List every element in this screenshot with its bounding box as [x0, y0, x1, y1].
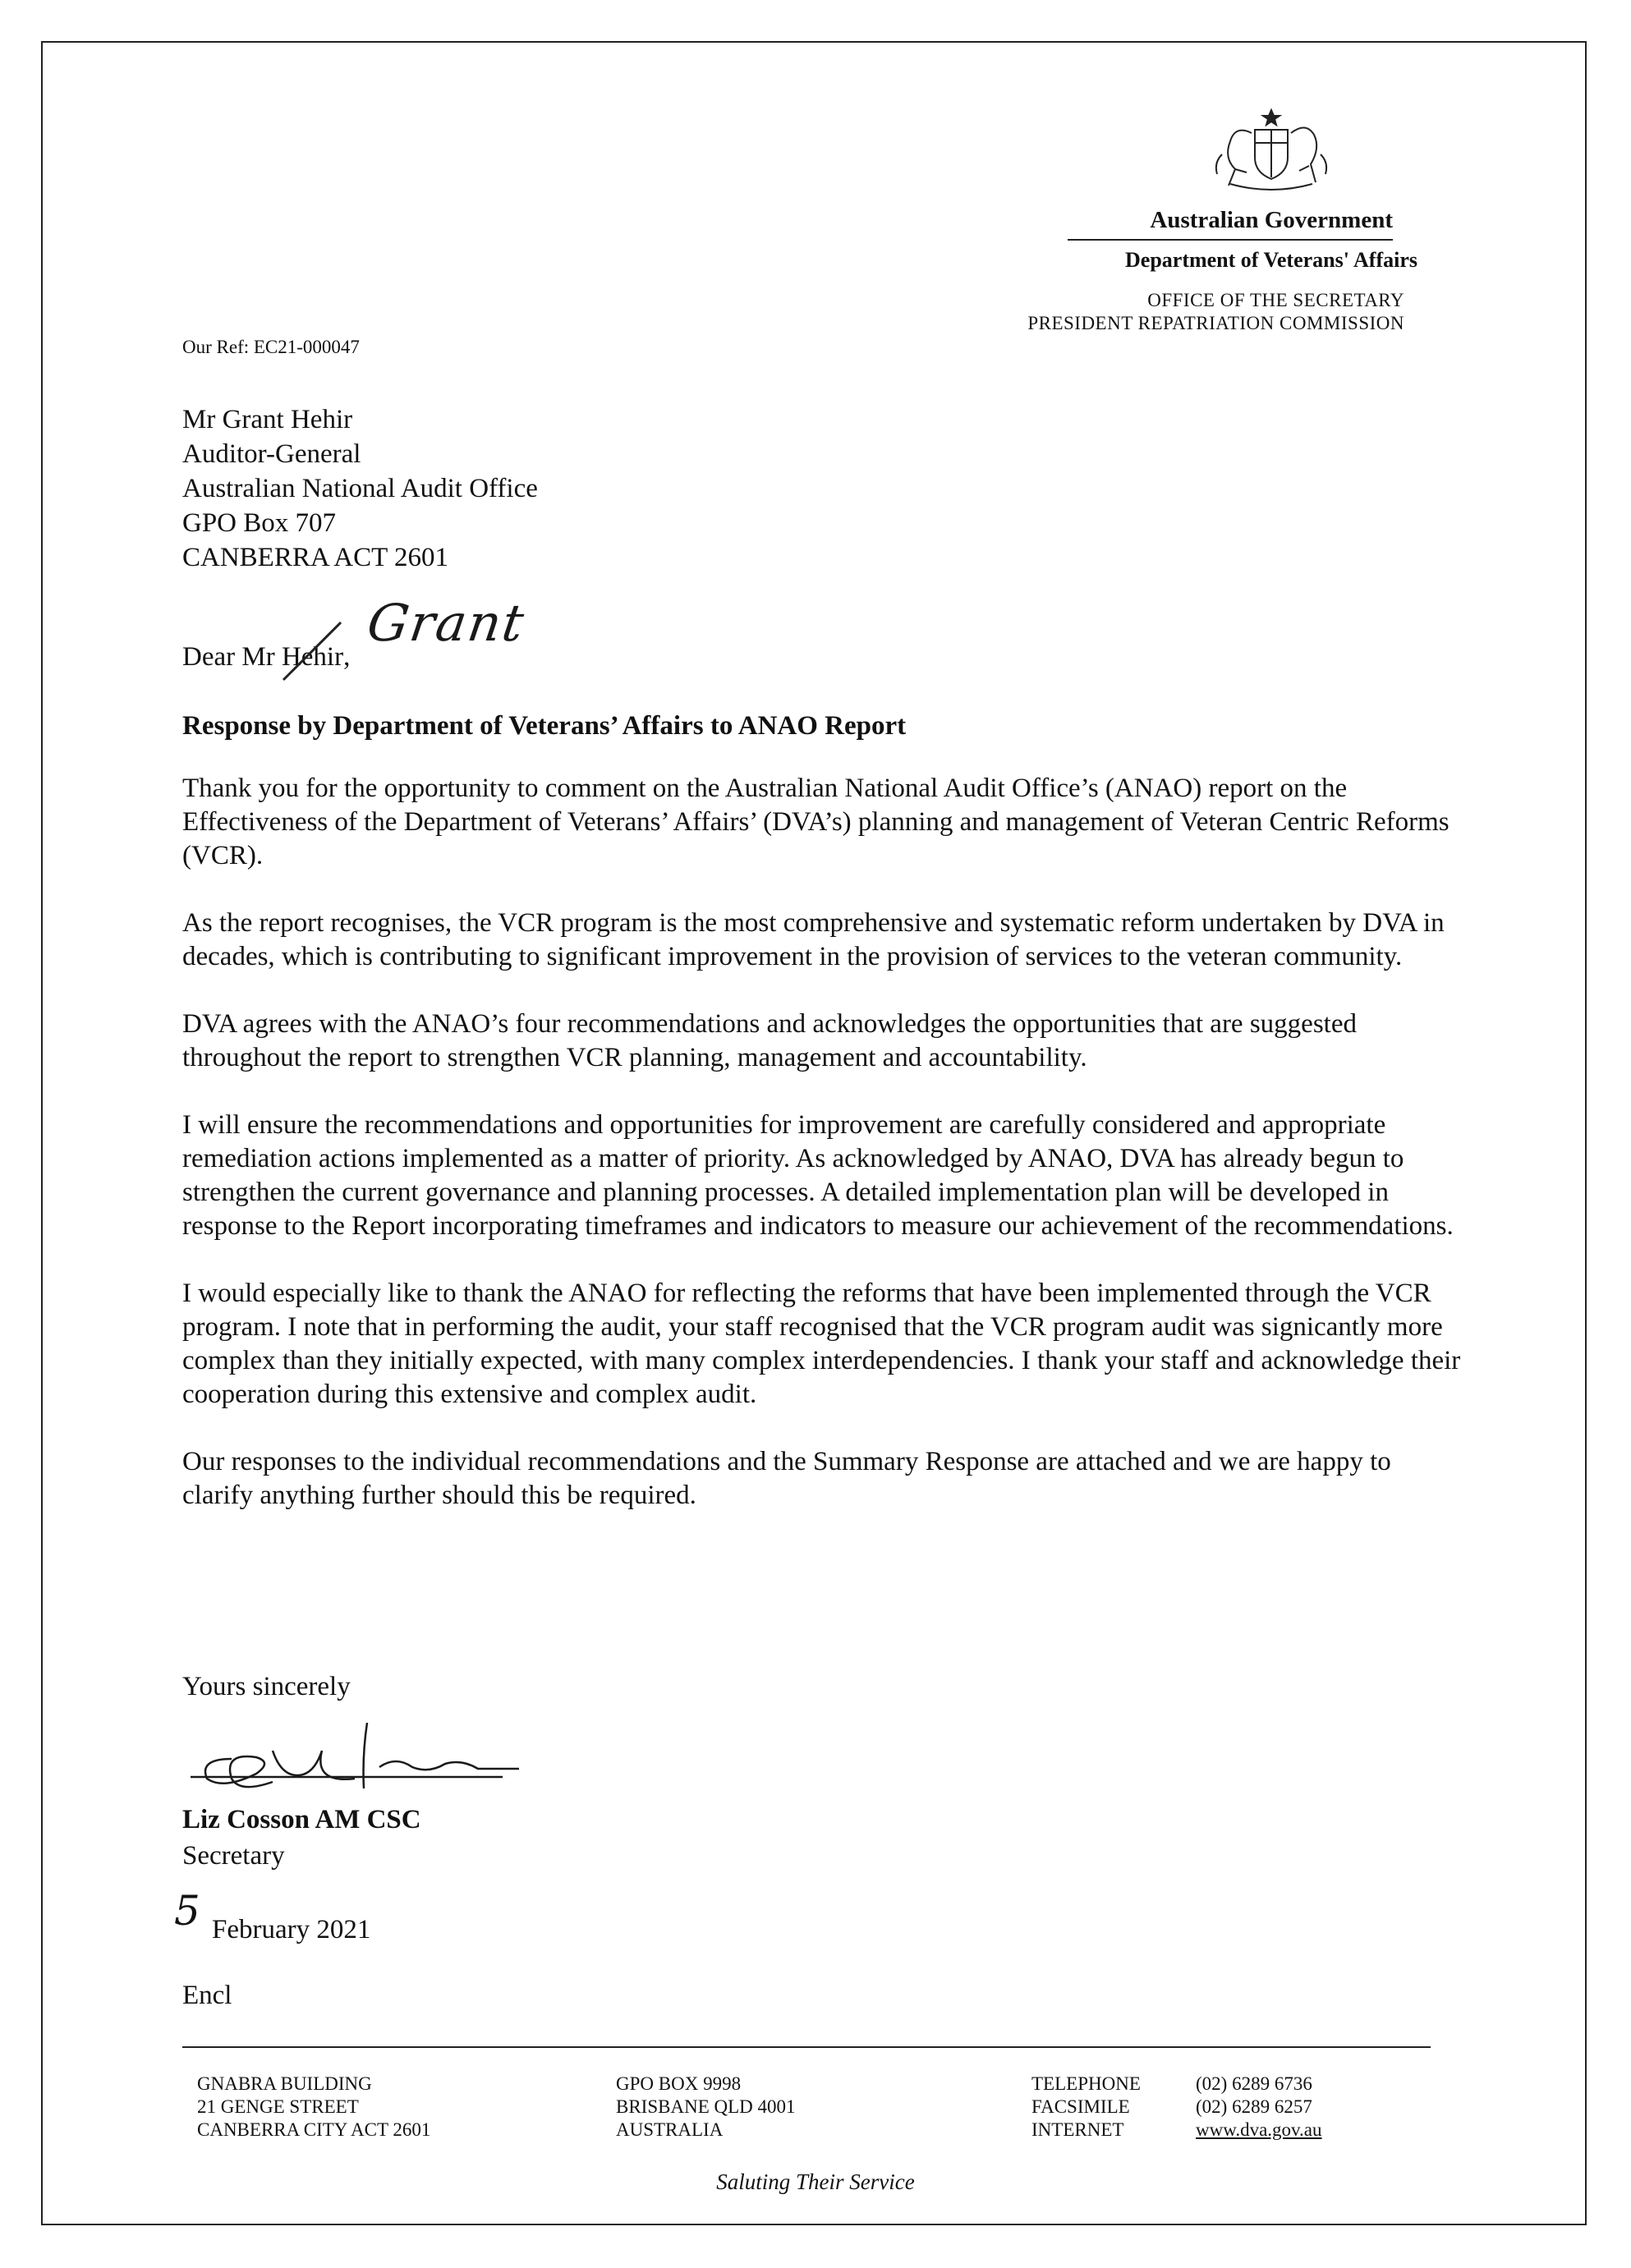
footer-address-line: CANBERRA CITY ACT 2601 — [197, 2119, 431, 2140]
footer-postal-line: BRISBANE QLD 4001 — [616, 2096, 796, 2117]
enclosure-note: Encl — [182, 1981, 232, 2010]
paragraph: Our responses to the individual recommendations and the Summary Response are attached and we are happy to clarify anything further should this be required. — [182, 1447, 1391, 1510]
handwritten-name: Grant — [363, 593, 530, 653]
letter-subject: Response by Department of Veterans’ Affairs to ANAO Report — [182, 711, 907, 741]
footer-address-line: 21 GENGE STREET — [197, 2096, 359, 2117]
footer-address-line: GNABRA BUILDING — [197, 2073, 372, 2094]
handwritten-day: 5 — [174, 1887, 200, 1935]
footer-divider — [182, 2046, 1431, 2048]
website-link[interactable]: www.dva.gov.au — [1196, 2119, 1322, 2140]
salutation — [182, 642, 350, 673]
footer-contacts — [1031, 2073, 1322, 2142]
footer-telephone: TELEPHONE (02) 6289 6736 — [1031, 2073, 1312, 2094]
coat-of-arms-icon — [1197, 105, 1345, 197]
salutation-prefix: Dear Mr — [182, 642, 282, 672]
office-line-2: PRESIDENT REPATRIATION COMMISSION — [1027, 313, 1404, 333]
footer-postal-line: AUSTRALIA — [616, 2119, 724, 2140]
letter-body — [182, 772, 1463, 1546]
department-name: Department of Veterans' Affairs — [1125, 248, 1417, 272]
paragraph: DVA agrees with the ANAO’s four recommendations and acknowledges the opportunities that are suggested throughout the report to strengthen VCR planning, management and accountability. — [182, 1009, 1357, 1072]
government-title: Australian Government — [1068, 207, 1393, 241]
reference-number: Our Ref: EC21-000047 — [182, 337, 360, 357]
tagline: Saluting Their Service — [716, 2169, 915, 2194]
paragraph: I will ensure the recommendations and opportunities for improvement are carefully considered and appropriate remediation actions implemented as a matter of priority. As acknowledged by ANAO, DVA has already begun to strengthen the current governance and planning processes. A detailed implementation plan will be developed in response to the Report incorporating timeframes and indicators to measure our achievement of the recommendations. — [182, 1110, 1454, 1241]
recipient-name: Mr Grant Hehir — [182, 405, 353, 434]
office-lines — [969, 289, 1404, 335]
paragraph: Thank you for the opportunity to comment on the Australian National Audit Office’s (ANAO) report on the Effectiveness of the Department of Veterans’ Affairs’ (DVA’s) planning and management of Veteran Centric Reforms (VCR). — [182, 774, 1450, 870]
recipient-city: CANBERRA ACT 2601 — [182, 543, 448, 572]
signature-icon — [182, 1718, 527, 1797]
footer-postal-line: GPO BOX 9998 — [616, 2073, 742, 2094]
salutation-suffix: , — [343, 642, 351, 672]
struck-name: Hehir — [282, 642, 343, 673]
paragraph: As the report recognises, the VCR program is the most comprehensive and systematic reform undertaken by DVA in decades, which is contributing to significant improvement in the provision of services to the veteran community. — [182, 908, 1445, 971]
footer-internet: INTERNET www.dva.gov.au — [1031, 2119, 1322, 2140]
footer-postal-address — [616, 2073, 796, 2142]
paragraph: I would especially like to thank the ANAO for reflecting the reforms that have been implemented through the VCR program. I note that in performing the audit, your staff recognised that the VCR program audit was signicantly more complex than they initially expected, with many complex interdependencies. I thank your staff and acknowledge their cooperation during this extensive and complex audit. — [182, 1279, 1461, 1409]
signatory-role: Secretary — [182, 1841, 285, 1871]
footer-facsimile: FACSIMILE (02) 6289 6257 — [1031, 2096, 1312, 2117]
strike-mark-icon — [277, 619, 351, 685]
recipient-organisation: Australian National Audit Office — [182, 474, 538, 503]
closing: Yours sincerely — [182, 1672, 351, 1701]
recipient-po-box: GPO Box 707 — [182, 508, 337, 538]
office-line-1: OFFICE OF THE SECRETARY — [1147, 290, 1404, 310]
signatory-name: Liz Cosson AM CSC — [182, 1805, 421, 1834]
footer-street-address — [197, 2073, 430, 2142]
letter-date: February 2021 — [212, 1915, 371, 1944]
recipient-title: Auditor-General — [182, 439, 361, 469]
recipient-address — [182, 402, 538, 575]
